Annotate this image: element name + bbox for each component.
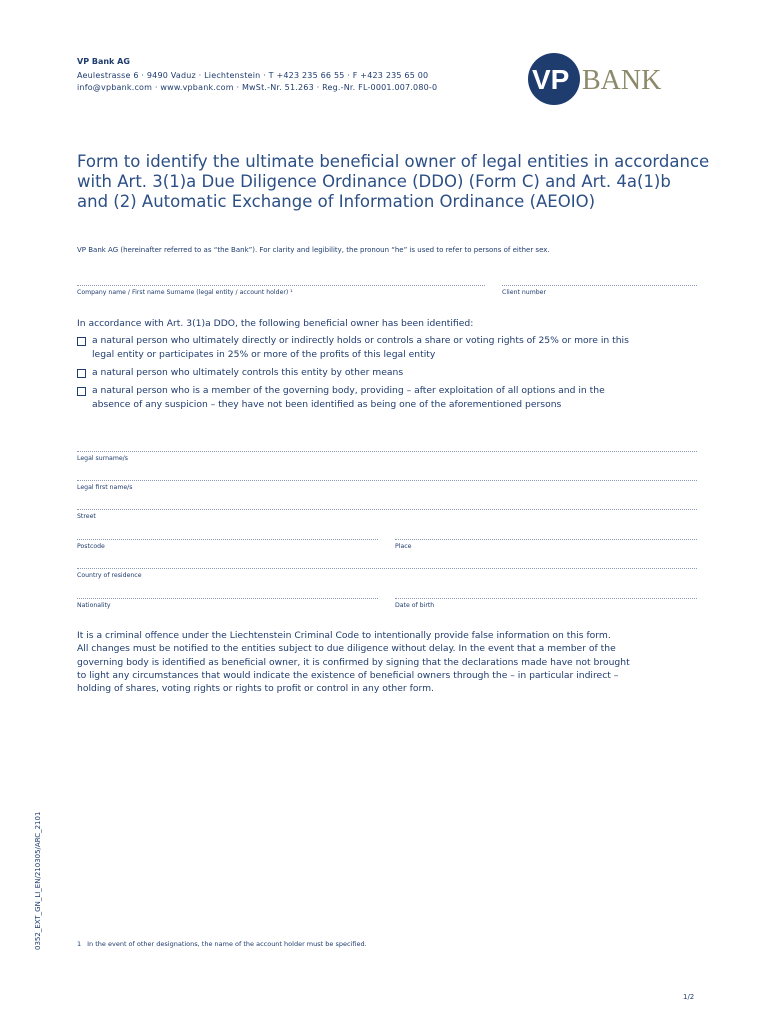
checkbox-other-means[interactable] xyxy=(77,369,86,378)
company-name-label: Company name / First name Surname (legal entity / account holder) ¹ xyxy=(77,289,293,296)
nationality-label: Nationality xyxy=(77,602,111,609)
logo-vp-text: VP xyxy=(532,64,570,95)
option-text: absence of any suspicion – they have not been identified as being one of the aforementioned persons xyxy=(92,399,562,410)
legal-first-name-label: Legal first name/s xyxy=(77,484,133,491)
bank-name: VP Bank AG xyxy=(77,57,130,66)
footnote-text: In the event of other designations, the name of the account holder must be specified. xyxy=(87,940,367,948)
page-number: 1/2 xyxy=(683,993,695,1001)
client-number-field[interactable] xyxy=(502,285,697,286)
form-title xyxy=(77,152,717,212)
option-text: a natural person who ultimately controls this entity by other means xyxy=(92,367,404,378)
legal-surname-label: Legal surname/s xyxy=(77,455,128,462)
company-name-field[interactable] xyxy=(77,285,485,286)
option-text: a natural person who ultimately directly or indirectly holds or controls a share or voting rights of 25% or more in this xyxy=(92,335,629,346)
street-field[interactable] xyxy=(77,509,697,510)
legal-notice xyxy=(77,629,697,695)
nationality-field[interactable] xyxy=(77,598,378,599)
notice-line: holding of shares, voting rights or rights to profit or control in any other form. xyxy=(77,683,434,695)
legal-first-name-field[interactable] xyxy=(77,480,697,481)
option-text: a natural person who is a member of the governing body, providing – after exploitation of all options and in the xyxy=(92,385,605,396)
beneficial-owner-lead: In accordance with Art. 3(1)a DDO, the following beneficial owner has been identified: xyxy=(77,318,474,329)
option-text: legal entity or participates in 25% or more of the profits of this legal entity xyxy=(92,349,436,360)
notice-line: governing body is identified as beneficial owner, it is confirmed by signing that the declarations made have not brought xyxy=(77,656,630,668)
notice-line: All changes must be notified to the entities subject to due diligence without delay. In the event that a member of the xyxy=(77,643,616,655)
postcode-label: Postcode xyxy=(77,543,105,550)
bank-contact: info@vpbank.com · www.vpbank.com · MwSt.-Nr. 51.263 · Reg.-Nr. FL-0001.007.080-0 xyxy=(77,83,438,92)
postcode-field[interactable] xyxy=(77,539,378,540)
street-label: Street xyxy=(77,513,96,520)
country-label: Country of residence xyxy=(77,572,142,579)
place-label: Place xyxy=(395,543,412,550)
option-governing-body xyxy=(77,384,717,412)
title-line: with Art. 3(1)a Due Diligence Ordinance (DDO) (Form C) and Art. 4a(1)b xyxy=(77,172,671,191)
checkbox-governing-body[interactable] xyxy=(77,387,86,396)
place-field[interactable] xyxy=(395,539,697,540)
vp-bank-logo xyxy=(526,52,700,108)
country-field[interactable] xyxy=(77,568,697,569)
legal-surname-field[interactable] xyxy=(77,451,697,452)
option-direct-holder xyxy=(77,334,717,362)
client-number-label: Client number xyxy=(502,289,547,296)
title-line: and (2) Automatic Exchange of Information Ordinance (AEOIO) xyxy=(77,192,596,211)
option-other-means xyxy=(77,366,717,380)
logo-bank-text: BANK xyxy=(582,65,662,96)
bank-address: Aeulestrasse 6 · 9490 Vaduz · Liechtenstein · T +423 235 66 55 · F +423 235 65 00 xyxy=(77,71,429,80)
notice-line: to light any circumstances that would indicate the existence of beneficial owners through the – in particular indirect – xyxy=(77,669,619,681)
date-of-birth-label: Date of birth xyxy=(395,602,435,609)
footnote xyxy=(77,940,367,948)
checkbox-direct-holder[interactable] xyxy=(77,337,86,346)
footnote-mark: 1 xyxy=(77,940,82,948)
intro-text: VP Bank AG (hereinafter referred to as “the Bank”). For clarity and legibility, the pronoun “he” is used to refer to persons of either sex. xyxy=(77,246,550,254)
date-of-birth-field[interactable] xyxy=(395,598,697,599)
document-code: 0352_EXT_GN_LI_EN/210305/ARC_2101 xyxy=(34,811,42,950)
notice-line: It is a criminal offence under the Liechtenstein Criminal Code to intentionally provide false information on this form. xyxy=(77,630,611,641)
title-line: Form to identify the ultimate beneficial owner of legal entities in accordance xyxy=(77,152,710,171)
